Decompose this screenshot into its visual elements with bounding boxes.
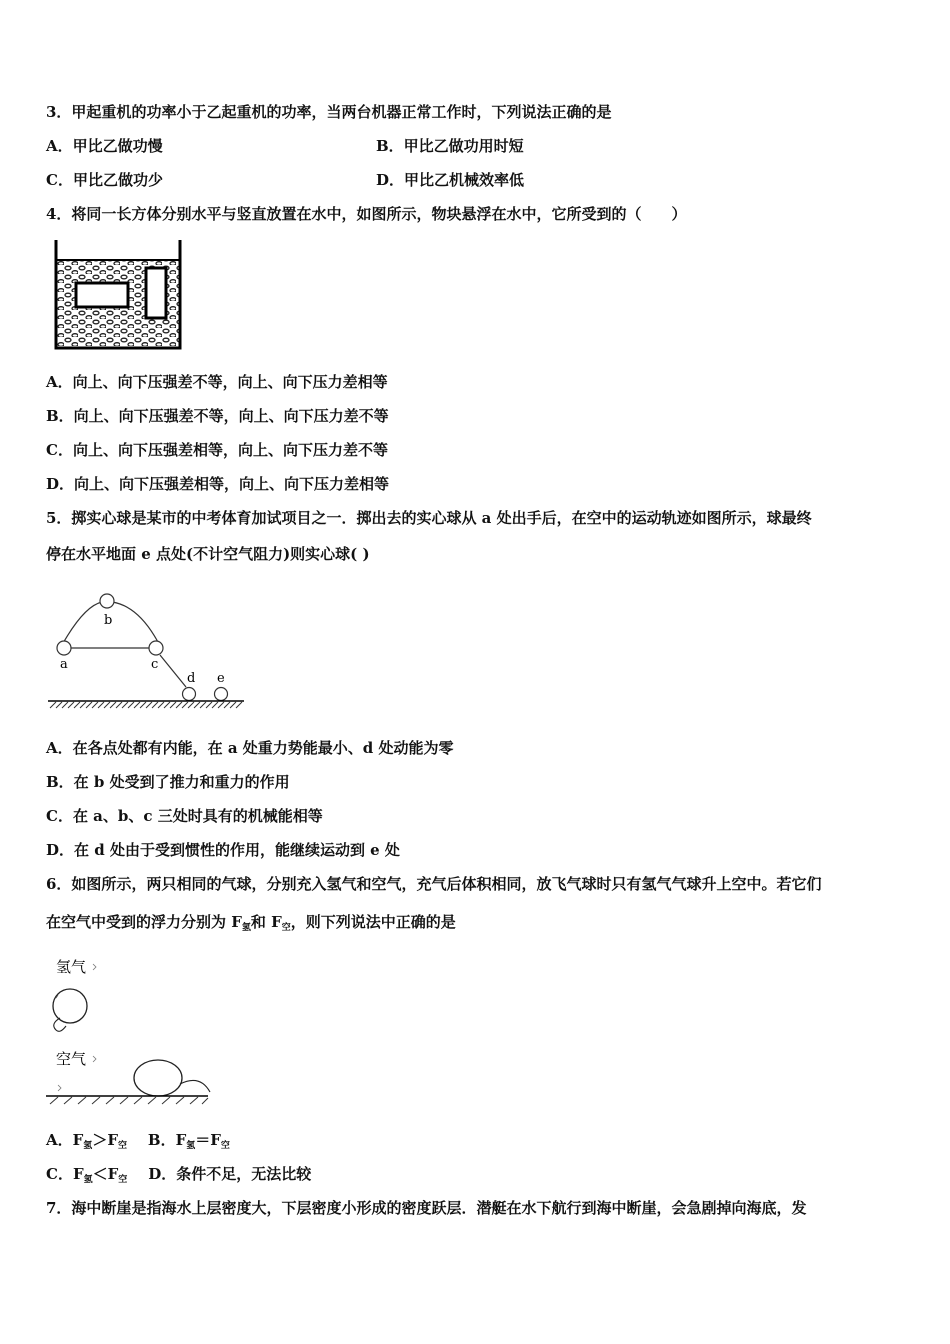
q7-stem: 7．海中断崖是指海水上层密度大，下层密度小形成的密度跃层．潜艇在水下航行到海中断崖，会急剧掉向海底，发 (46, 1199, 807, 1217)
q6-options-cd: C．$F_氢<F_空$ D．条件不足，无法比较 (46, 1165, 312, 1185)
q5-stem-line1: 5．掷实心球是某市的中考体育加试项目之一．掷出去的实心球从 a 处出手后，在空中的运动轨迹如图所示，球最终 (46, 509, 812, 527)
q5-option-a: A．在各点处都有内能，在 a 处重力势能最小、d 处动能为零 (46, 739, 454, 757)
air-balloon (134, 1060, 182, 1096)
q5-stem-line2: 停在水平地面 e 点处(不计空气阻力)则实心球( ) (46, 545, 370, 563)
q4-option-b: B．向上、向下压强差不等，向上、向下压力差不等 (46, 407, 389, 425)
q5-trajectory-figure (44, 588, 248, 712)
ball-e (215, 688, 228, 701)
q6-stem-line2: 在空气中受到的浮力分别为 $F_氢$和 $F_空$，则下列说法中正确的是 (46, 913, 456, 933)
trajectory-up (62, 602, 102, 645)
label-a: a (60, 657, 68, 672)
label-e: e (217, 671, 225, 686)
ball-b (100, 594, 114, 608)
ball-a (57, 641, 71, 655)
q5-option-b: B．在 b 处受到了推力和重力的作用 (46, 773, 290, 791)
q3-option-b: B．甲比乙做功用时短 (376, 137, 524, 155)
return-mark (93, 1056, 96, 1062)
q5-option-c: C．在 a、b、c 三处时具有的机械能相等 (46, 807, 323, 825)
q3-stem: 3．甲起重机的功率小于乙起重机的功率，当两台机器正常工作时，下列说法正确的是 (46, 103, 612, 121)
ball-d (183, 688, 196, 701)
q4-option-a: A．向上、向下压强差不等，向上、向下压力差相等 (46, 373, 388, 391)
trajectory-fall (160, 655, 186, 687)
return-mark (93, 964, 96, 970)
q6-stem-line1: 6．如图所示，两只相同的气球，分别充入氢气和空气，充气后体积相同，放飞气球时只有氢气气球升上空中。若它们 (46, 875, 822, 893)
return-mark (58, 1085, 61, 1091)
q6-balloon-figure (42, 952, 212, 1108)
label-hydrogen: 氢气 (56, 958, 87, 976)
air-balloon-tie (180, 1080, 210, 1092)
q3-option-c: C．甲比乙做功少 (46, 171, 163, 189)
label-c: c (151, 657, 159, 672)
ground-hatching (50, 1097, 208, 1104)
label-b: b (104, 613, 113, 628)
horizontal-block (76, 283, 128, 307)
q3-option-d: D．甲比乙机械效率低 (376, 171, 525, 189)
q5-option-d: D．在 d 处由于受到惯性的作用，能继续运动到 e 处 (46, 841, 400, 859)
vertical-block (146, 268, 166, 318)
trajectory-down (112, 602, 159, 644)
ball-c (149, 641, 163, 655)
ground-hatching (50, 702, 242, 708)
q6-options-ab: A．$F_氢>F_空$ B．$F_氢=F_空$ (46, 1131, 230, 1151)
q4-option-c: C．向上、向下压强差相等，向上、向下压力差不等 (46, 441, 388, 459)
hydrogen-balloon (53, 989, 87, 1023)
q4-option-d: D．向上、向下压强差相等，向上、向下压力差相等 (46, 475, 390, 493)
q4-water-tank-figure (50, 238, 186, 354)
q3-option-a: A．甲比乙做功慢 (46, 137, 163, 155)
label-d: d (187, 671, 196, 686)
q4-stem: 4．将同一长方体分别水平与竖直放置在水中，如图所示，物块悬浮在水中，它所受到的（ ） (46, 205, 687, 223)
label-air: 空气 (56, 1050, 87, 1068)
